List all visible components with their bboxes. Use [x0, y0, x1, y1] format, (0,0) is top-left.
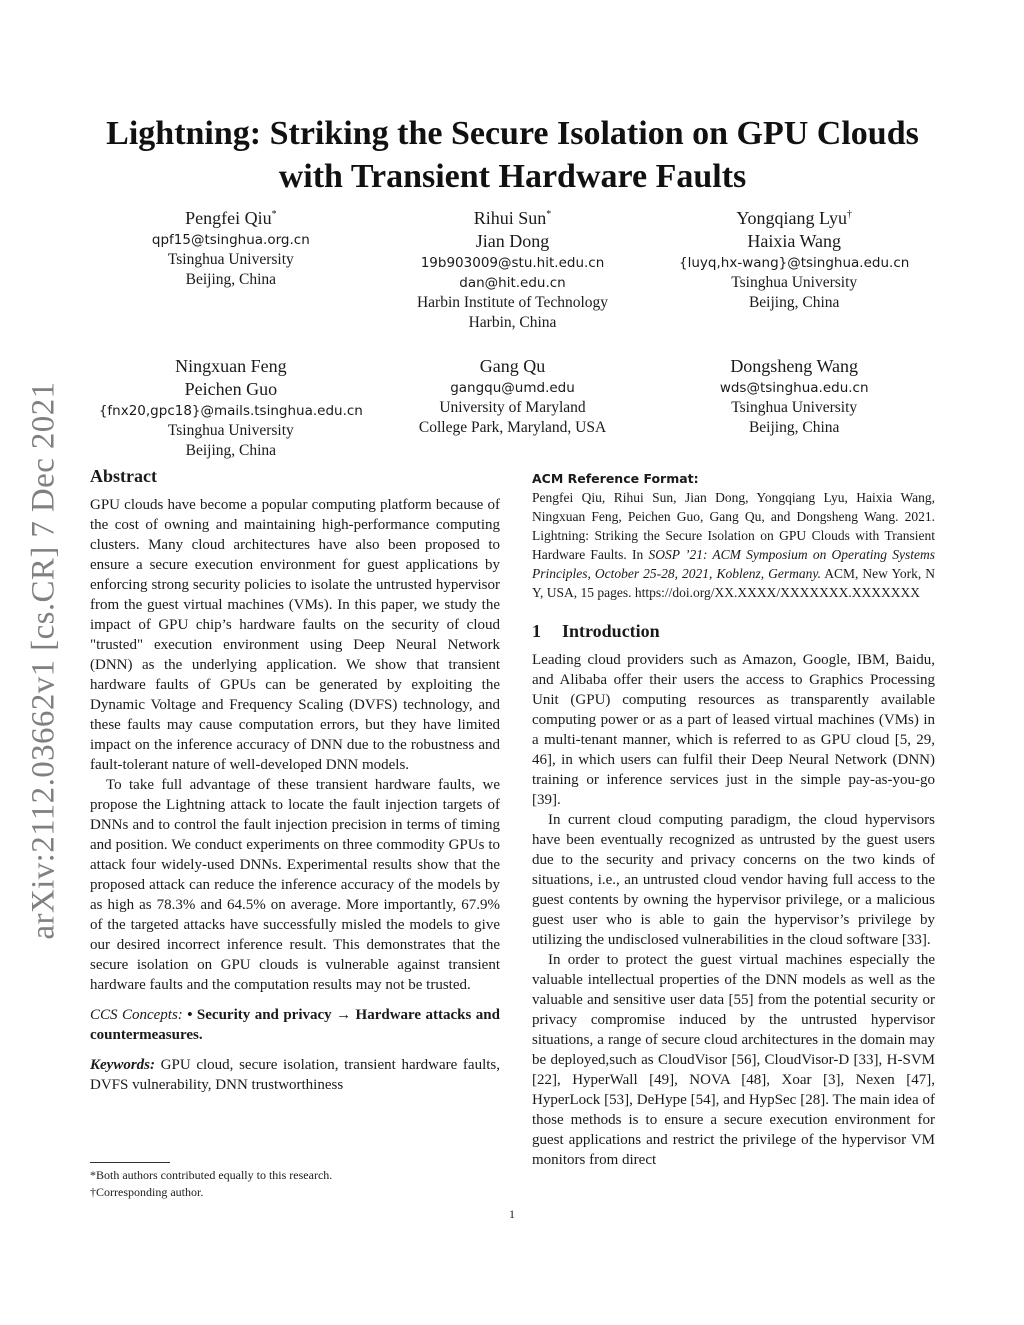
keywords: Keywords: GPU cloud, secure isolation, transient hardware faults, DVFS vulnerability, DNN trustworthiness: [90, 1057, 501, 1093]
arxiv-identifier: arXiv:2112.03662v1 [cs.CR] 7 Dec 2021: [25, 381, 62, 939]
intro-paragraph: In order to protect the guest virtual machines especially the valuable intellectual properties of the DNN models as well as the valuable and sensitive user data [55] from the potential security or privacy compromise induced by the untrusted hypervisor situations, a range of secure cloud architectures in the domain may be deployed,such as CloudVisor [56], CloudVisor-D [33], H-SVM [22], HyperWall [49], NOVA [48], Xoar [3], Nexen [47], HyperLock [53], DeHype [54], and HypSec [28]. The main idea of those methods is to ensure a secure execution environment for guest applications and restrict the privilege of the hypervisor VM monitors from direct: [532, 952, 935, 1168]
ccs-concepts: CCS Concepts: • Security and privacy → Hardware attacks and countermeasures.: [90, 1007, 500, 1043]
author-row-2: [90, 355, 935, 461]
acm-reference-heading: ACM Reference Format:: [532, 471, 699, 486]
author-card: [653, 355, 935, 461]
footnote-rule: [90, 1162, 170, 1163]
footnote: †Corresponding author.: [90, 1185, 204, 1199]
author-name: Jian Dong: [475, 231, 550, 251]
author-location: College Park, Maryland, USA: [418, 419, 607, 436]
author-location: Harbin, China: [468, 314, 557, 331]
author-affiliation: Tsinghua University: [167, 422, 294, 439]
author-card: [90, 355, 372, 461]
author-card: [90, 207, 372, 333]
left-column: [90, 465, 500, 1095]
author-card: [372, 355, 654, 461]
page-number: 1: [509, 1207, 515, 1221]
author-affiliation: Tsinghua University: [731, 399, 858, 416]
acm-reference-text: Pengfei Qiu, Rihui Sun, Jian Dong, Yongqiang Lyu, Haixia Wang, Ningxuan Feng, Peichen Guo, Gang Qu, and Dongsheng Wang. 2021. Lightning: Striking the Secure Isolation on GPU Clouds with Transient Hardware Faults. In SOSP ’21: ACM Symposium on Operating Systems Principles, October 25-28, 2021, Koblenz, Germany. ACM, New York, NY, USA, 15 pages. https://doi.org/XX.XXXX/XXXXXXX.XXXXXXX: [532, 490, 935, 600]
intro-paragraph: Leading cloud providers such as Amazon, Google, IBM, Baidu, and Alibaba offer their users the access to Graphics Processing Unit (GPU) computing resources as transparently available computing power or as a part of leased virtual machines (VMs) in a multi-tenant manner, which is referred to as GPU cloud [5, 29, 46], in which users can fulfil their Deep Neural Network (DNN) training or inference services just in the simple pay-as-you-go [39].: [532, 652, 935, 808]
author-card: [653, 207, 935, 333]
right-column: [532, 470, 935, 1170]
author-name: Peichen Guo: [184, 379, 278, 399]
introduction-heading: 1 Introduction: [532, 621, 660, 641]
footnote: *Both authors contributed equally to this research.: [90, 1168, 333, 1182]
author-block: [90, 207, 935, 461]
author-location: Beijing, China: [185, 442, 277, 459]
author-email: qpf15@tsinghua.org.cn: [151, 232, 310, 248]
abstract-heading: Abstract: [90, 466, 157, 486]
author-email: {luyq,hx-wang}@tsinghua.edu.cn: [679, 255, 910, 271]
author-name: Dongsheng Wang: [730, 356, 859, 376]
author-name: Ningxuan Feng: [175, 356, 287, 376]
paper-title: Lightning: Striking the Secure Isolation on GPU Clouds with Transient Hardware Faults: [106, 115, 919, 195]
author-affiliation: Tsinghua University: [731, 274, 858, 291]
author-location: Beijing, China: [748, 294, 840, 311]
author-name: Gang Qu: [479, 356, 546, 376]
author-affiliation: University of Maryland: [439, 399, 586, 416]
footnotes: [90, 1162, 500, 1201]
abstract-paragraph: GPU clouds have become a popular computing platform because of the cost of owning and maintaining high-performance computing clusters. Many cloud architectures have also been proposed to ensure a secure execution environment for guest applications by enforcing strong security policies to isolate the untrusted hypervisor from the guest virtual machines (VMs). In this paper, we study the impact of GPU chip’s hardware faults on the security of cloud "trusted" execution environment using Deep Neural Network (DNN) as the underlying application. We show that transient hardware faults of GPUs can be generated by exploiting the Dynamic Voltage and Frequency Scaling (DVFS) technology, and these faults may cause computation errors, but they have limited impact on the inference accuracy of DNN due to the robustness and fault-tolerant nature of well-developed DNN models.: [90, 497, 500, 773]
author-location: Beijing, China: [185, 271, 277, 288]
intro-paragraph: In current cloud computing paradigm, the cloud hypervisors have been eventually recognized as untrusted by the guest users due to the security and privacy concerns on the two kinds of situations, i.e., an untrusted cloud vendor having full access to the guest contents by owning the hypervisor privilege, or a malicious guest user who is able to gain the hypervisor’s privilege by utilizing the undisclosed vulnerabilities in the cloud software [33].: [532, 812, 935, 948]
author-affiliation: Tsinghua University: [167, 251, 294, 268]
author-row-1: [90, 207, 935, 333]
author-affiliation: Harbin Institute of Technology: [416, 294, 609, 311]
author-name: Pengfei Qiu*: [185, 208, 277, 228]
author-name: Haixia Wang: [747, 231, 842, 251]
author-email: wds@tsinghua.edu.cn: [719, 380, 869, 396]
author-name: Yongqiang Lyu†: [736, 208, 853, 228]
author-location: Beijing, China: [748, 419, 840, 436]
abstract-paragraph: To take full advantage of these transient hardware faults, we propose the Lightning attack to locate the fault injection targets of DNNs and to control the fault injection precision in terms of timing and position. We conduct experiments on three commodity GPUs to attack four widely-used DNNs. Experimental results show that the proposed attack can reduce the inference accuracy of the models by as high as 78.3% and 64.5% on average. More importantly, 67.9% of the targeted attacks have successfully misled the models to give our desired incorrect inference result. This demonstrates that the secure isolation on GPU clouds is vulnerable against transient hardware faults and the computation results may not be trusted.: [90, 777, 500, 993]
author-email: gangqu@umd.edu: [450, 380, 575, 396]
author-card: [372, 207, 654, 333]
author-email: 19b903009@stu.hit.edu.cn dan@hit.edu.cn: [420, 255, 605, 291]
arxiv-identifier-margin: [18, 360, 70, 960]
author-name: Rihui Sun*: [473, 208, 552, 228]
author-email: {fnx20,gpc18}@mails.tsinghua.edu.cn: [98, 403, 363, 419]
